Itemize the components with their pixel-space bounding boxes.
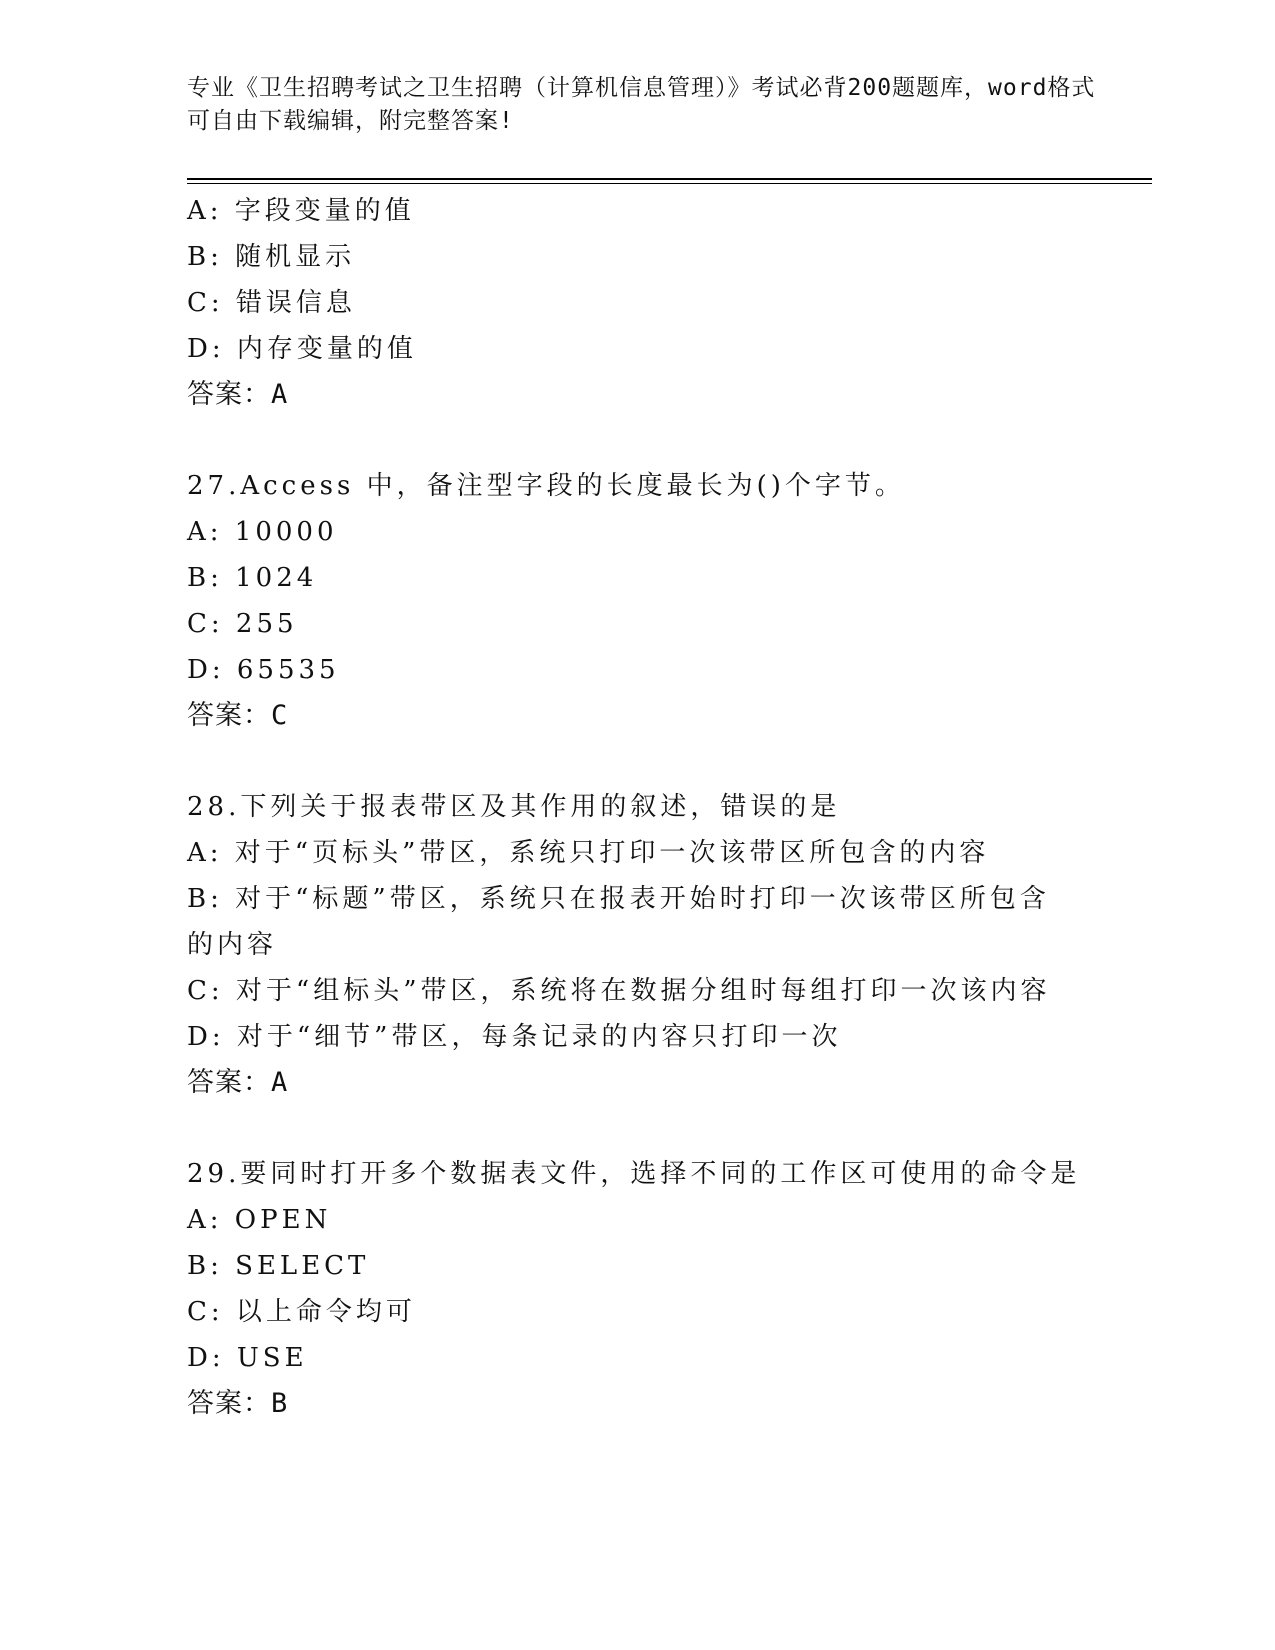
answer: 答案：B [187, 1388, 289, 1419]
option-a: A: 字段变量的值 [187, 196, 415, 226]
option-a: A: OPEN [187, 1205, 332, 1235]
option-c: C: 对于“组标头”带区，系统将在数据分组时每组打印一次该内容 [187, 976, 1051, 1006]
option-b: B: 随机显示 [187, 242, 356, 272]
option-d: D: 65535 [187, 655, 340, 685]
question-list [187, 188, 1087, 1427]
question-29 [187, 1151, 1087, 1427]
answer: 答案：C [187, 700, 289, 731]
option-d: D: 内存变量的值 [187, 334, 417, 364]
option-d: D: 对于“细节”带区，每条记录的内容只打印一次 [187, 1022, 842, 1052]
option-d: D: USE [187, 1343, 308, 1373]
option-b: B: 1024 [187, 563, 318, 593]
question-28 [187, 784, 1087, 1106]
option-c: C: 255 [187, 609, 298, 639]
spacer [187, 739, 1087, 784]
document-header: 专业《卫生招聘考试之卫生招聘（计算机信息管理）》考试必背200题题库，word格式可自由下载编辑，附完整答案! [187, 75, 1096, 134]
spacer [187, 418, 1087, 463]
question-title: 27.Access 中，备注型字段的长度最长为()个字节。 [187, 471, 905, 501]
spacer [187, 1106, 1087, 1151]
option-a: A: 对于“页标头”带区，系统只打印一次该带区所包含的内容 [187, 838, 990, 868]
option-b: B: 对于“标题”带区，系统只在报表开始时打印一次该带区所包含的内容 [187, 884, 1050, 960]
answer: 答案：A [187, 379, 289, 410]
question-title: 29.要同时打开多个数据表文件，选择不同的工作区可使用的命令是 [187, 1159, 1081, 1189]
option-a: A: 10000 [187, 517, 338, 547]
option-c: C: 错误信息 [187, 288, 356, 318]
question-title: 28.下列关于报表带区及其作用的叙述，错误的是 [187, 792, 841, 822]
option-c: C: 以上命令均可 [187, 1297, 416, 1327]
answer: 答案：A [187, 1067, 289, 1098]
question-27 [187, 463, 1087, 739]
option-b: B: SELECT [187, 1251, 370, 1281]
header-divider [187, 178, 1152, 184]
question-26 [187, 188, 1087, 418]
